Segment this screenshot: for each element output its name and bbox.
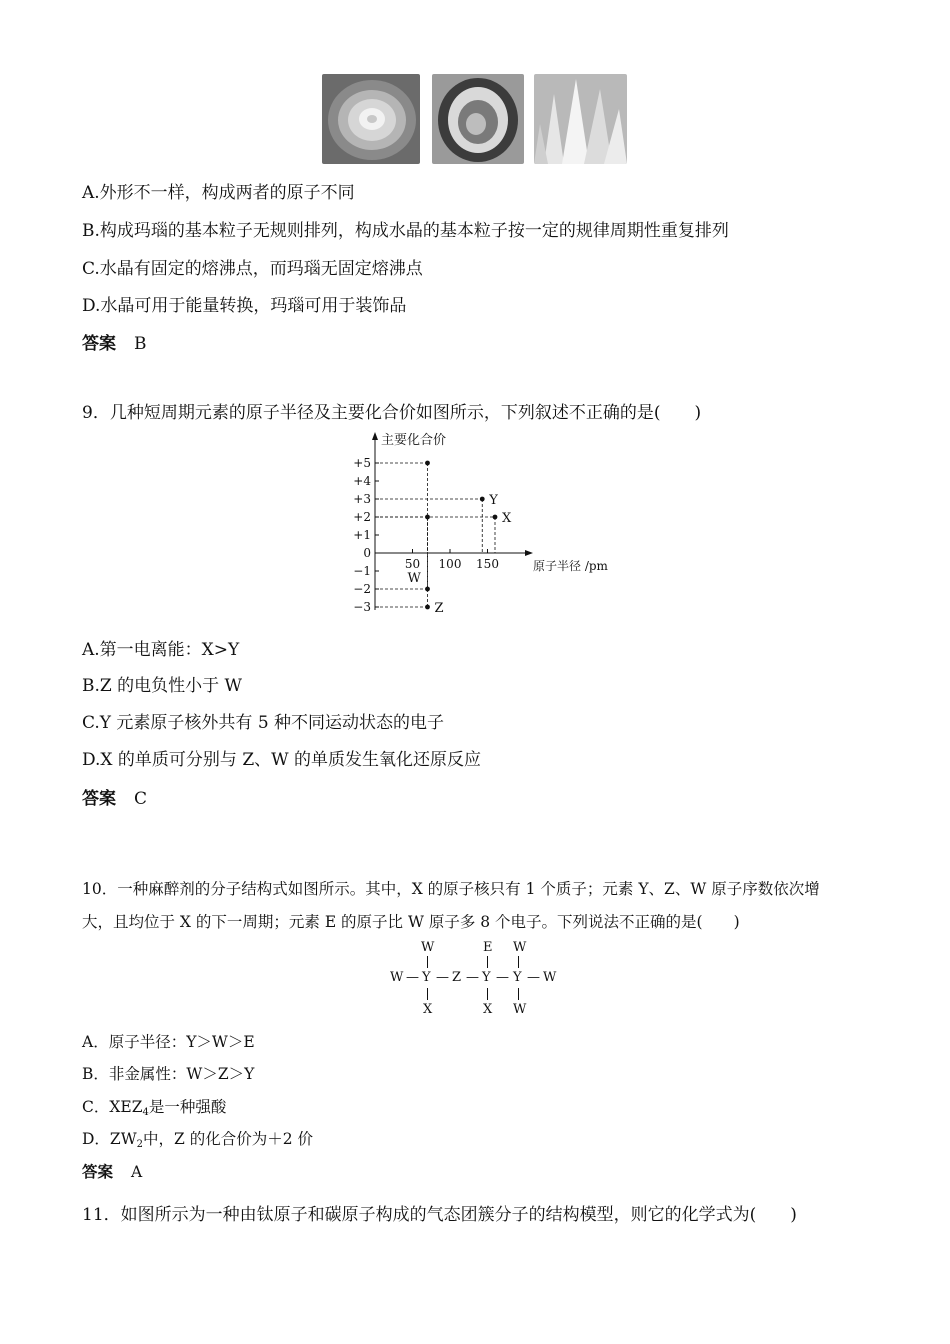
agate-photo [322,74,420,164]
q10-answer [82,1160,142,1182]
q8-option-b: B.构成玛瑙的基本粒子无规则排列，构成水晶的基本粒子按一定的规律周期性重复排列 [82,221,729,241]
q10-option-b: B．非金属性：W＞Z＞Y [82,1065,255,1083]
q10-option-c: C．$XEZ_4$是一种强酸 [82,1098,227,1118]
answer-label: 答案 [82,789,116,809]
quartz-crystal-photo [534,74,627,164]
atom: W [513,1002,527,1017]
q10-option-a: A．原子半径：Y＞W＞E [82,1033,255,1051]
y-axis-title: 主要化合价 [381,433,447,448]
atom: Y [513,970,522,985]
bond [487,956,488,968]
q9-stem: 9．几种短周期元素的原子半径及主要化合价如图所示，下列叙述不正确的是( ) [82,403,702,423]
y-tick-label: 0 [363,546,371,560]
x-axis-title: 原子半径 /pm [533,559,608,573]
bond [487,988,488,1000]
y-tick-label: +3 [353,492,371,506]
bond: — [436,970,449,985]
q9-option-a: A.第一电离能：X>Y [82,640,240,660]
bond: — [406,970,419,985]
molecule-structure [388,940,568,1020]
atom: W [543,970,557,985]
x-axis-arrow [525,550,533,556]
q8-option-a: A.外形不一样，构成两者的原子不同 [82,183,355,203]
y-axis-arrow [372,432,378,440]
atom: Z [452,970,462,985]
q9-option-b: B.Z 的电负性小于 W [82,676,242,696]
q8-option-d: D.水晶可用于能量转换，玛瑙可用于装饰品 [82,296,407,316]
point-label: Y [489,493,498,508]
answer-value: B [134,334,147,354]
atom: W [421,940,435,955]
y-tick-label: −1 [353,564,371,578]
q8-answer [82,329,147,354]
bond: — [496,970,509,985]
q9-answer [82,784,147,809]
x-tick-label: 150 [476,557,499,571]
y-tick-label: −2 [353,582,371,596]
y-tick-label: +5 [353,456,371,470]
q11-stem: 11．如图所示为一种由钛原子和碳原子构成的气态团簇分子的结构模型，则它的化学式为( ) [82,1205,797,1225]
atom: Y [422,970,431,985]
geode-photo [432,74,524,164]
q10-option-d: D．$ZW_2$中，Z 的化合价为＋2 价 [82,1130,314,1150]
bond [427,988,428,1000]
q10-stem-line2: 大，且均位于 X 的下一周期；元素 E 的原子比 W 原子多 8 个电子。下列说法不正确的是( ) [82,913,740,931]
y-tick-label: +1 [353,528,371,542]
data-point [425,461,430,466]
answer-value: A [131,1163,143,1181]
atom: W [513,940,527,955]
bond [427,956,428,968]
bond: — [466,970,479,985]
answer-value: C [134,789,148,809]
y-tick-label: +2 [353,510,371,524]
x-tick-label: 50 [404,557,421,571]
data-point [480,497,485,502]
answer-label: 答案 [82,1162,114,1181]
point-label: X [502,511,512,526]
answer-label: 答案 [82,334,116,354]
data-point [493,515,498,520]
bond: — [527,970,540,985]
point-label: Z [434,601,444,616]
atom: E [483,940,493,955]
atom: X [483,1002,493,1017]
q9-option-d: D.X 的单质可分别与 Z、W 的单质发生氧化还原反应 [82,750,482,770]
y-tick-label: +4 [353,474,371,488]
atom: W [390,970,404,985]
q8-option-c: C.水晶有固定的熔沸点，而玛瑙无固定熔沸点 [82,259,423,279]
x-tick-label: 100 [438,557,462,571]
atom: X [423,1002,433,1017]
point-label: W [407,571,421,586]
atom: Y [482,970,491,985]
y-tick-label: −3 [353,600,371,614]
bond [518,956,519,968]
bond [518,988,519,1000]
q9-option-c: C.Y 元素原子核外共有 5 种不同运动状态的电子 [82,713,445,733]
q10-stem-line1: 10．一种麻醉剂的分子结构式如图所示。其中，X 的原子核只有 1 个质子；元素 Y、Z、W 原子序数依次增 [82,880,820,898]
data-point [425,605,430,610]
valence-radius-chart [340,428,620,618]
